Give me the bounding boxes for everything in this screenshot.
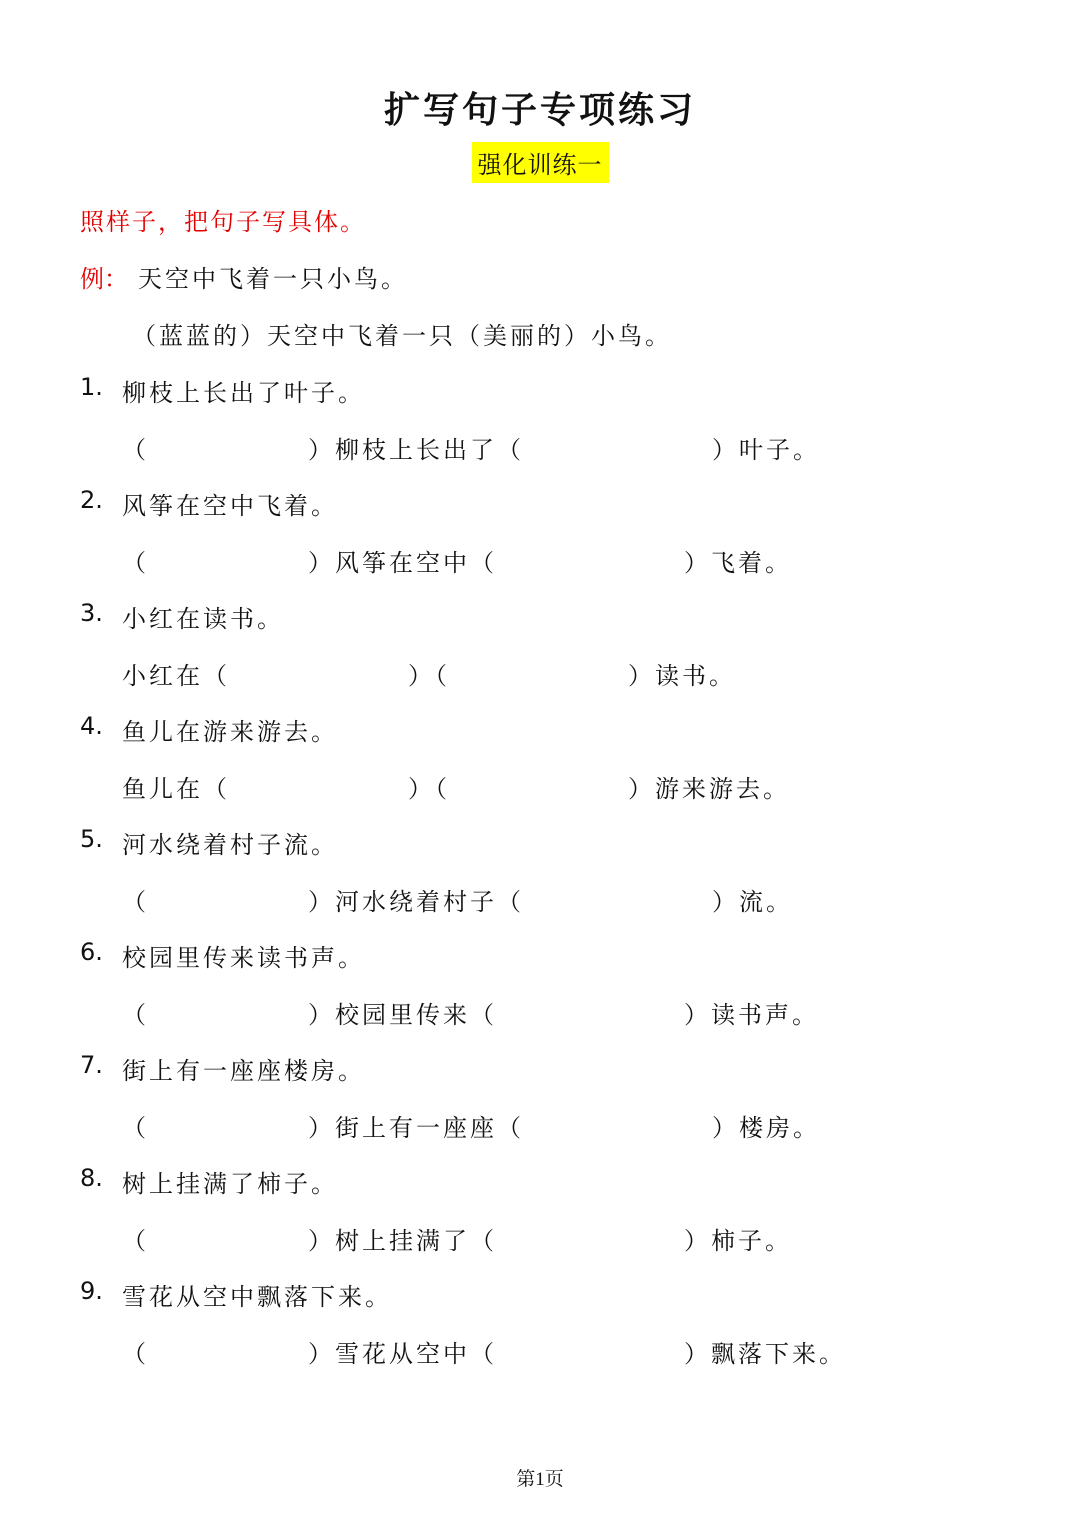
answer-part-3: ）楼房。 xyxy=(712,1114,820,1142)
item-sentence: 小红在读书。 xyxy=(122,605,284,633)
item-number: 2. xyxy=(80,486,103,514)
answer-part-1: （ xyxy=(122,436,149,464)
answer-part-1: （ xyxy=(122,1340,149,1368)
item-sentence: 树上挂满了柿子。 xyxy=(122,1170,338,1198)
answer-part-2: ）风筝在空中（ xyxy=(308,549,497,577)
example-label: 例： xyxy=(80,265,128,293)
item-number: 4. xyxy=(80,712,103,740)
answer-part-3: ）读书。 xyxy=(628,662,736,690)
answer-part-1: （ xyxy=(122,549,149,577)
answer-part-2: ）柳枝上长出了（ xyxy=(308,436,524,464)
page-number: 第1页 xyxy=(516,1469,564,1490)
example-sentence: 天空中飞着一只小鸟。 xyxy=(138,265,408,293)
subtitle-highlight: 强化训练一 xyxy=(472,142,609,183)
answer-part-3: ）飞着。 xyxy=(684,549,792,577)
answer-part-3: ）飘落下来。 xyxy=(684,1340,846,1368)
item-sentence: 街上有一座座楼房。 xyxy=(122,1057,365,1085)
answer-part-1: （ xyxy=(122,1114,149,1142)
answer-part-1: 小红在（ xyxy=(122,662,230,690)
item-sentence: 雪花从空中飘落下来。 xyxy=(122,1283,392,1311)
item-number: 7. xyxy=(80,1051,103,1079)
page-title: 扩写句子专项练习 xyxy=(383,89,696,131)
answer-part-3: ）流。 xyxy=(712,888,793,916)
answer-part-2: ）（ xyxy=(408,775,450,803)
answer-part-2: ）（ xyxy=(408,662,450,690)
item-number: 3. xyxy=(80,599,103,627)
answer-part-3: ）柿子。 xyxy=(684,1227,792,1255)
item-sentence: 河水绕着村子流。 xyxy=(122,831,338,859)
answer-part-2: ）河水绕着村子（ xyxy=(308,888,524,916)
item-sentence: 校园里传来读书声。 xyxy=(122,944,365,972)
answer-part-2: ）树上挂满了（ xyxy=(308,1227,497,1255)
answer-part-3: ）游来游去。 xyxy=(628,775,790,803)
item-sentence: 柳枝上长出了叶子。 xyxy=(122,379,365,407)
instruction: 照样子，把句子写具体。 xyxy=(80,208,366,236)
answer-part-1: （ xyxy=(122,1227,149,1255)
answer-part-2: ）街上有一座座（ xyxy=(308,1114,524,1142)
item-number: 8. xyxy=(80,1164,103,1192)
answer-part-1: （ xyxy=(122,1001,149,1029)
answer-part-3: ）读书声。 xyxy=(684,1001,819,1029)
item-number: 5. xyxy=(80,825,103,853)
item-sentence: 鱼儿在游来游去。 xyxy=(122,718,338,746)
item-number: 9. xyxy=(80,1277,103,1305)
subtitle-container xyxy=(0,142,1080,183)
answer-part-1: （ xyxy=(122,888,149,916)
item-sentence: 风筝在空中飞着。 xyxy=(122,492,338,520)
answer-part-2: ）校园里传来（ xyxy=(308,1001,497,1029)
answer-part-2: ）雪花从空中（ xyxy=(308,1340,497,1368)
item-number: 1. xyxy=(80,373,103,401)
item-number: 6. xyxy=(80,938,103,966)
answer-part-1: 鱼儿在（ xyxy=(122,775,230,803)
example-answer: （蓝蓝的）天空中飞着一只（美丽的）小鸟。 xyxy=(132,322,672,350)
answer-part-3: ）叶子。 xyxy=(712,436,820,464)
